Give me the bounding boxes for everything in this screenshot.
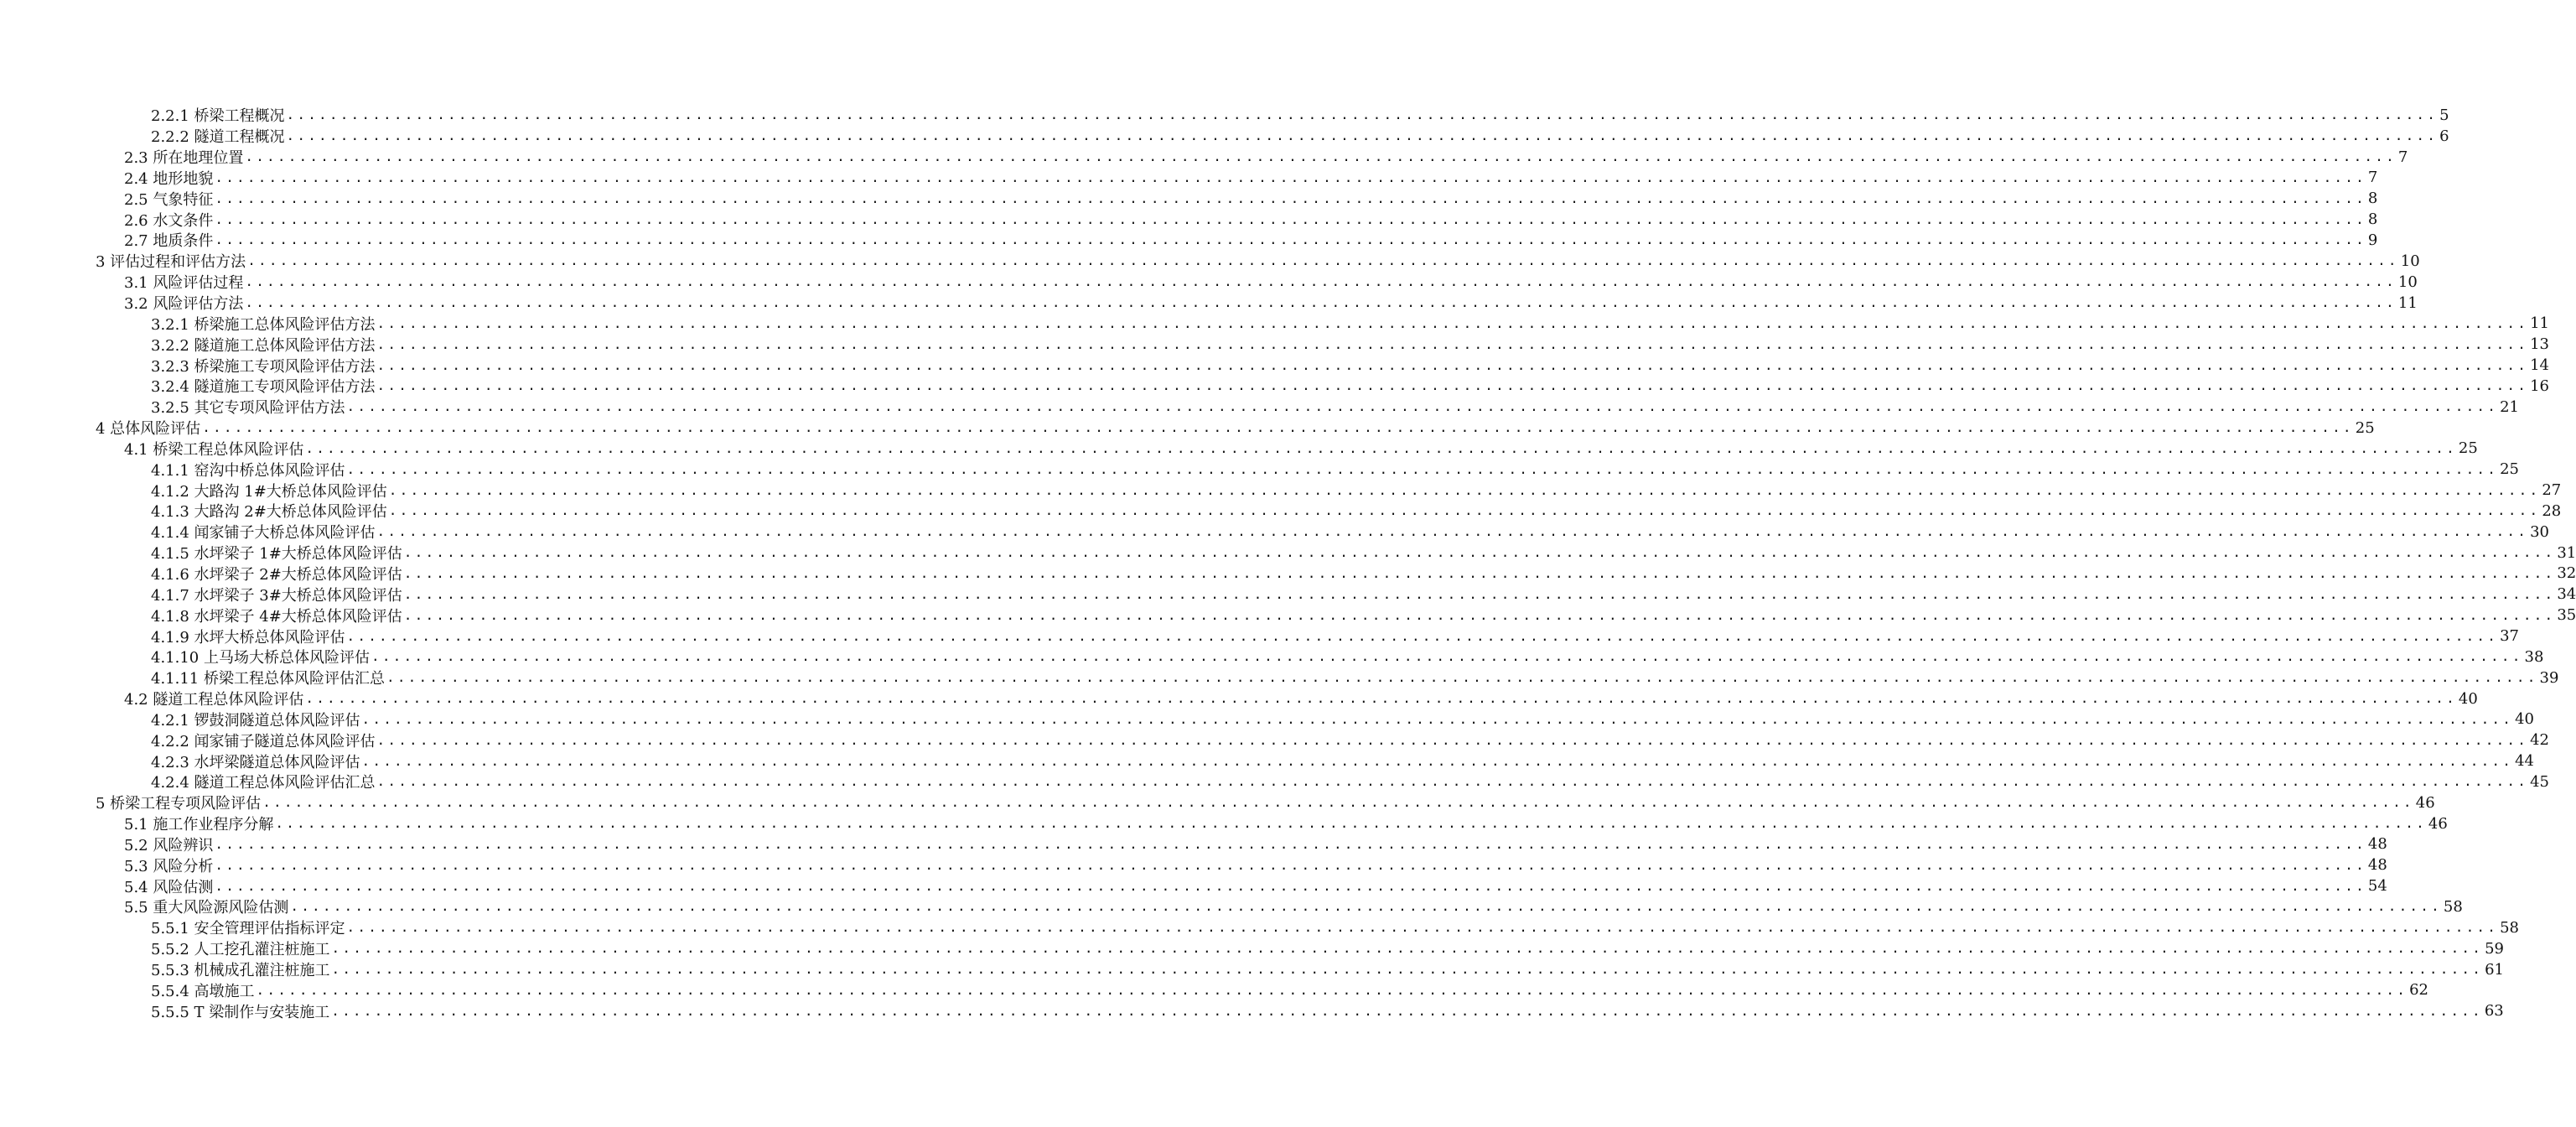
toc-entry-title: 2.2.2 隧道工程概况 (151, 128, 285, 147)
toc-entry-page-number: 42 (2530, 731, 2549, 750)
toc-dot-leader: ........................................................................................................................................................................................................ (215, 169, 2366, 185)
toc-entry-page-number: 45 (2530, 772, 2549, 791)
toc-entry[interactable] (151, 959, 2504, 980)
toc-entry-page-number: 10 (2397, 273, 2418, 291)
toc-dot-leader: ........................................................................................................................................................................................................ (262, 794, 2414, 811)
toc-dot-leader: ........................................................................................................................................................................................................ (361, 710, 2514, 727)
toc-entry-page-number: 16 (2530, 377, 2549, 395)
toc-entry-title: 3.2 风险评估方法 (124, 295, 244, 314)
toc-entry-page-number: 46 (2415, 793, 2435, 812)
toc-dot-leader: ........................................................................................................................................................................................................ (371, 648, 2523, 665)
toc-entry[interactable] (151, 126, 2449, 147)
toc-entry-title: 5.4 风险估测 (124, 878, 214, 896)
toc-entry[interactable] (124, 230, 2378, 251)
toc-entry-title: 4.2.2 闻家铺子隧道总体风险评估 (151, 732, 376, 750)
toc-dot-leader: ........................................................................................................................................................................................................ (376, 356, 2529, 373)
toc-entry-page-number: 61 (2485, 960, 2504, 979)
toc-dot-leader: ........................................................................................................................................................................................................ (256, 981, 2408, 998)
toc-entry[interactable] (124, 688, 2478, 709)
toc-entry[interactable] (151, 564, 2576, 584)
toc-entry-page-number: 7 (2367, 169, 2378, 187)
toc-entry-page-number: 10 (2400, 252, 2420, 270)
toc-dot-leader: ........................................................................................................................................................................................................ (331, 1002, 2483, 1019)
toc-dot-leader: ........................................................................................................................................................................................................ (290, 898, 2442, 915)
toc-entry-page-number: 21 (2500, 397, 2519, 416)
toc-entry-page-number: 39 (2539, 668, 2559, 687)
toc-entry-page-number: 48 (2367, 856, 2387, 875)
toc-entry-page-number: 11 (2530, 314, 2549, 333)
toc-entry-page-number: 62 (2409, 981, 2428, 1000)
toc-entry[interactable] (151, 543, 2576, 564)
toc-entry-title: 2.7 地质条件 (124, 232, 214, 251)
toc-dot-leader: ........................................................................................................................................................................................................ (376, 773, 2529, 790)
toc-entry[interactable] (151, 647, 2544, 667)
toc-entry-title: 4.1.5 水坪梁子 1#大桥总体风险评估 (151, 545, 402, 564)
toc-entry-page-number: 58 (2443, 897, 2463, 916)
toc-entry-page-number: 40 (2515, 710, 2534, 729)
toc-entry-page-number: 25 (2355, 418, 2375, 437)
toc-entry-page-number: 13 (2530, 335, 2549, 354)
toc-entry-title: 4.2 隧道工程总体风险评估 (124, 691, 304, 709)
toc-entry-page-number: 30 (2530, 522, 2549, 541)
toc-entry-page-number: 25 (2500, 460, 2519, 479)
toc-entry-title: 5.5.1 安全管理评估指标评定 (151, 920, 345, 938)
toc-entry[interactable] (151, 501, 2562, 522)
toc-entry-page-number: 59 (2485, 939, 2504, 958)
toc-entry[interactable] (124, 147, 2408, 168)
toc-entry-title: 5.5.2 人工挖孔灌注桩施工 (151, 941, 330, 959)
toc-dot-leader: ........................................................................................................................................................................................................ (247, 252, 2399, 269)
toc-dot-leader: ........................................................................................................................................................................................................ (245, 294, 2397, 311)
toc-entry-page-number: 8 (2367, 210, 2378, 229)
toc-dot-leader: ........................................................................................................................................................................................................ (376, 731, 2529, 748)
toc-entry[interactable] (151, 397, 2519, 418)
toc-entry[interactable] (124, 272, 2418, 293)
toc-entry-title: 4.1.11 桥梁工程总体风险评估汇总 (151, 670, 385, 688)
toc-entry[interactable] (151, 584, 2576, 605)
toc-entry-page-number: 8 (2367, 190, 2378, 208)
toc-entry[interactable] (124, 209, 2378, 230)
toc-entry-page-number: 58 (2500, 918, 2519, 937)
toc-entry[interactable] (151, 626, 2519, 647)
toc-entry[interactable] (151, 480, 2562, 501)
toc-entry[interactable] (151, 522, 2549, 543)
toc-entry-title: 4.1.10 上马场大桥总体风险评估 (151, 649, 370, 667)
toc-dot-leader: ........................................................................................................................................................................................................ (286, 127, 2439, 144)
toc-entry[interactable] (124, 834, 2387, 855)
toc-entry[interactable] (124, 896, 2463, 917)
toc-dot-leader: ........................................................................................................................................................................................................ (376, 377, 2529, 394)
toc-entry-title: 5.5 重大风险源风险估测 (124, 899, 289, 917)
toc-dot-leader: ........................................................................................................................................................................................................ (376, 523, 2529, 540)
toc-dot-leader: ........................................................................................................................................................................................................ (331, 961, 2484, 978)
toc-entry-title: 3 评估过程和评估方法 (96, 253, 246, 272)
toc-entry-title: 3.2.5 其它专项风险评估方法 (151, 399, 345, 418)
toc-dot-leader: ........................................................................................................................................................................................................ (403, 544, 2556, 561)
toc-entry-title: 4.1.1 窑沟中桥总体风险评估 (151, 461, 345, 480)
toc-dot-leader: ........................................................................................................................................................................................................ (403, 564, 2556, 581)
toc-entry-page-number: 40 (2458, 689, 2478, 708)
toc-dot-leader: ........................................................................................................................................................................................................ (286, 106, 2439, 123)
toc-entry[interactable] (151, 709, 2534, 730)
toc-entry-page-number: 28 (2542, 501, 2562, 520)
toc-dot-leader: ........................................................................................................................................................................................................ (215, 210, 2366, 227)
toc-dot-leader: ........................................................................................................................................................................................................ (305, 690, 2457, 707)
toc-entry-page-number: 6 (2439, 127, 2449, 145)
toc-entry-title: 4.1.6 水坪梁子 2#大桥总体风险评估 (151, 565, 402, 584)
toc-entry[interactable] (96, 792, 2435, 813)
toc-entry[interactable] (151, 313, 2549, 334)
toc-dot-leader: ........................................................................................................................................................................................................ (331, 940, 2484, 957)
toc-entry[interactable] (151, 334, 2549, 355)
toc-dot-leader: ........................................................................................................................................................................................................ (215, 856, 2366, 873)
toc-dot-leader: ........................................................................................................................................................................................................ (376, 335, 2529, 352)
table-of-contents (0, 105, 2576, 1021)
toc-entry[interactable] (151, 917, 2519, 938)
toc-entry-title: 5.5.5 T 梁制作与安装施工 (151, 1003, 330, 1021)
toc-entry-page-number: 25 (2458, 439, 2478, 458)
toc-dot-leader: ........................................................................................................................................................................................................ (346, 919, 2499, 936)
toc-entry-page-number: 37 (2500, 627, 2519, 646)
toc-dot-leader: ........................................................................................................................................................................................................ (202, 419, 2354, 436)
toc-entry[interactable] (151, 1000, 2504, 1021)
toc-entry-title: 3.1 风险评估过程 (124, 274, 244, 293)
toc-entry-title: 5 桥梁工程专项风险评估 (96, 795, 262, 813)
toc-dot-leader: ........................................................................................................................................................................................................ (346, 460, 2499, 477)
toc-entry[interactable] (151, 376, 2549, 397)
toc-entry-title: 2.6 水文条件 (124, 211, 214, 230)
toc-entry[interactable] (151, 750, 2534, 771)
toc-entry-title: 4.1.3 大路沟 2#大桥总体风险评估 (151, 503, 387, 522)
toc-entry[interactable] (96, 418, 2375, 439)
toc-entry-page-number: 32 (2557, 564, 2576, 583)
toc-entry-title: 5.2 风险辨识 (124, 836, 214, 854)
toc-entry[interactable] (151, 667, 2559, 688)
toc-entry-title: 5.5.4 高墩施工 (151, 982, 255, 1000)
toc-entry[interactable] (151, 355, 2549, 376)
toc-entry-title: 2.5 气象特征 (124, 190, 214, 209)
toc-entry[interactable] (124, 439, 2478, 460)
toc-dot-leader: ........................................................................................................................................................................................................ (361, 752, 2514, 769)
toc-dot-leader: ........................................................................................................................................................................................................ (215, 231, 2366, 248)
toc-entry-page-number: 34 (2557, 585, 2576, 604)
toc-entry-page-number: 7 (2397, 148, 2408, 166)
toc-entry-title: 3.2.4 隧道施工专项风险评估方法 (151, 378, 376, 397)
toc-dot-leader: ........................................................................................................................................................................................................ (346, 398, 2499, 415)
toc-entry[interactable] (124, 875, 2387, 896)
toc-entry[interactable] (124, 854, 2387, 875)
toc-entry-title: 5.5.3 机械成孔灌注桩施工 (151, 962, 330, 980)
toc-entry[interactable] (151, 105, 2449, 126)
toc-entry-page-number: 38 (2524, 647, 2544, 666)
toc-dot-leader: ........................................................................................................................................................................................................ (275, 815, 2427, 832)
toc-entry[interactable] (151, 459, 2519, 480)
toc-entry-title: 4.1.8 水坪梁子 4#大桥总体风险评估 (151, 607, 402, 626)
toc-entry-title: 4.1 桥梁工程总体风险评估 (124, 440, 304, 459)
toc-entry-page-number: 48 (2367, 835, 2387, 854)
toc-entry-title: 4.1.9 水坪大桥总体风险评估 (151, 628, 345, 647)
toc-dot-leader: ........................................................................................................................................................................................................ (215, 835, 2366, 852)
toc-entry-title: 2.4 地形地貌 (124, 169, 214, 188)
toc-entry-page-number: 27 (2542, 481, 2562, 500)
toc-entry-title: 4.1.2 大路沟 1#大桥总体风险评估 (151, 482, 387, 501)
toc-entry-page-number: 5 (2439, 106, 2449, 124)
toc-entry[interactable] (151, 938, 2504, 959)
toc-entry-title: 4.1.4 闻家铺子大桥总体风险评估 (151, 524, 376, 543)
toc-dot-leader: ........................................................................................................................................................................................................ (245, 273, 2397, 290)
toc-entry-title: 5.1 施工作业程序分解 (124, 816, 274, 834)
toc-dot-leader: ........................................................................................................................................................................................................ (245, 148, 2397, 165)
toc-dot-leader: ........................................................................................................................................................................................................ (386, 669, 2538, 686)
toc-entry-page-number: 63 (2484, 1002, 2504, 1021)
toc-dot-leader: ........................................................................................................................................................................................................ (215, 190, 2366, 206)
toc-entry-title: 4.2.3 水坪梁隧道总体风险评估 (151, 753, 360, 771)
toc-entry-title: 2.2.1 桥梁工程概况 (151, 107, 285, 126)
toc-dot-leader: ........................................................................................................................................................................................................ (346, 627, 2499, 644)
toc-entry[interactable] (124, 813, 2448, 834)
toc-dot-leader: ........................................................................................................................................................................................................ (215, 877, 2366, 894)
toc-dot-leader: ........................................................................................................................................................................................................ (403, 585, 2556, 602)
toc-dot-leader: ........................................................................................................................................................................................................ (403, 606, 2556, 623)
toc-entry-title: 3.2.3 桥梁施工专项风险评估方法 (151, 357, 376, 376)
toc-entry-page-number: 35 (2557, 606, 2576, 625)
toc-entry[interactable] (151, 605, 2576, 626)
toc-entry[interactable] (151, 771, 2549, 792)
toc-dot-leader: ........................................................................................................................................................................................................ (376, 314, 2529, 331)
toc-dot-leader: ........................................................................................................................................................................................................ (388, 502, 2541, 519)
toc-entry-title: 3.2.2 隧道施工总体风险评估方法 (151, 336, 376, 355)
toc-entry[interactable] (96, 251, 2420, 272)
toc-entry-page-number: 44 (2515, 752, 2534, 771)
toc-entry-title: 4.1.7 水坪梁子 3#大桥总体风险评估 (151, 586, 402, 605)
toc-entry[interactable] (151, 730, 2549, 750)
toc-entry-page-number: 31 (2557, 543, 2576, 562)
toc-entry-title: 4 总体风险评估 (96, 420, 201, 439)
toc-entry[interactable] (124, 188, 2378, 209)
toc-entry-page-number: 14 (2530, 356, 2549, 375)
toc-entry[interactable] (124, 293, 2418, 314)
toc-entry-page-number: 54 (2367, 877, 2387, 896)
toc-entry-title: 4.2.1 锣鼓洞隧道总体风险评估 (151, 711, 360, 730)
toc-dot-leader: ........................................................................................................................................................................................................ (305, 439, 2457, 456)
toc-entry[interactable] (151, 979, 2428, 1000)
toc-entry-page-number: 46 (2428, 814, 2448, 833)
toc-entry-title: 5.3 风险分析 (124, 857, 214, 875)
toc-dot-leader: ........................................................................................................................................................................................................ (388, 481, 2541, 498)
toc-entry-title: 3.2.1 桥梁施工总体风险评估方法 (151, 315, 376, 334)
toc-entry[interactable] (124, 168, 2378, 189)
toc-entry-title: 2.3 所在地理位置 (124, 149, 244, 168)
toc-entry-page-number: 11 (2397, 293, 2418, 312)
toc-entry-page-number: 9 (2367, 231, 2378, 249)
toc-entry-title: 4.2.4 隧道工程总体风险评估汇总 (151, 774, 376, 792)
